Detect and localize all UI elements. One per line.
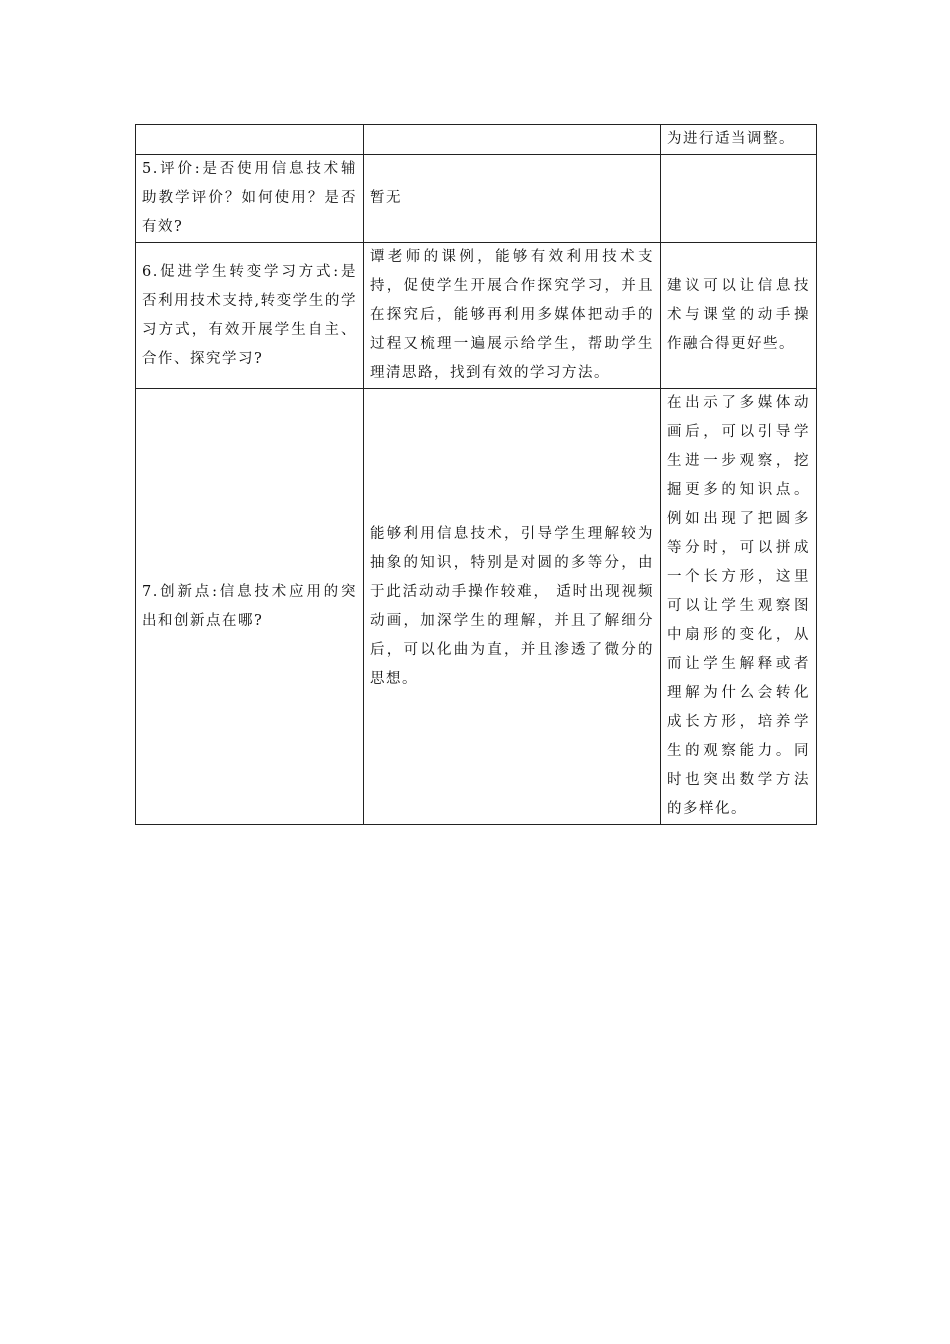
suggestion-cell: 在出示了多媒体动画后，可以引导学生进一步观察，挖掘更多的知识点。例如出现了把圆多等分时，可以拼成一个长方形，这里可以让学生观察图中扇形的变化，从而让学生解释或者理解为什么会转化成长方形，培养学生的观察能力。同时也突出数学方法的多样化。: [661, 389, 817, 825]
practice-cell: [364, 125, 661, 155]
suggestion-cell: [661, 155, 817, 243]
suggestion-cell: 为进行适当调整。: [661, 125, 817, 155]
practice-cell: 暂无: [364, 155, 661, 243]
question-cell: 5.评价:是否使用信息技术辅助教学评价？如何使用？是否有效?: [136, 155, 364, 243]
suggestion-cell: 建议可以让信息技术与课堂的动手操作融合得更好些。: [661, 243, 817, 389]
question-cell: 7.创新点:信息技术应用的突出和创新点在哪?: [136, 389, 364, 825]
table-row: [136, 389, 817, 825]
table-row: [136, 243, 817, 389]
practice-cell: 能够利用信息技术，引导学生理解较为抽象的知识，特别是对圆的多等分，由于此活动动手操作较难， 适时出现视频动画，加深学生的理解，并且了解细分后，可以化曲为直，并且渗透了微分的思想。: [364, 389, 661, 825]
question-cell: 6.促进学生转变学习方式:是否利用技术支持,转变学生的学习方式，有效开展学生自主、合作、探究学习?: [136, 243, 364, 389]
practice-cell: 谭老师的课例，能够有效利用技术支持，促使学生开展合作探究学习，并且在探究后，能够再利用多媒体把动手的过程又梳理一遍展示给学生，帮助学生理清思路，找到有效的学习方法。: [364, 243, 661, 389]
question-cell: [136, 125, 364, 155]
table-row: [136, 155, 817, 243]
table-row: [136, 125, 817, 155]
evaluation-table: [135, 124, 817, 825]
